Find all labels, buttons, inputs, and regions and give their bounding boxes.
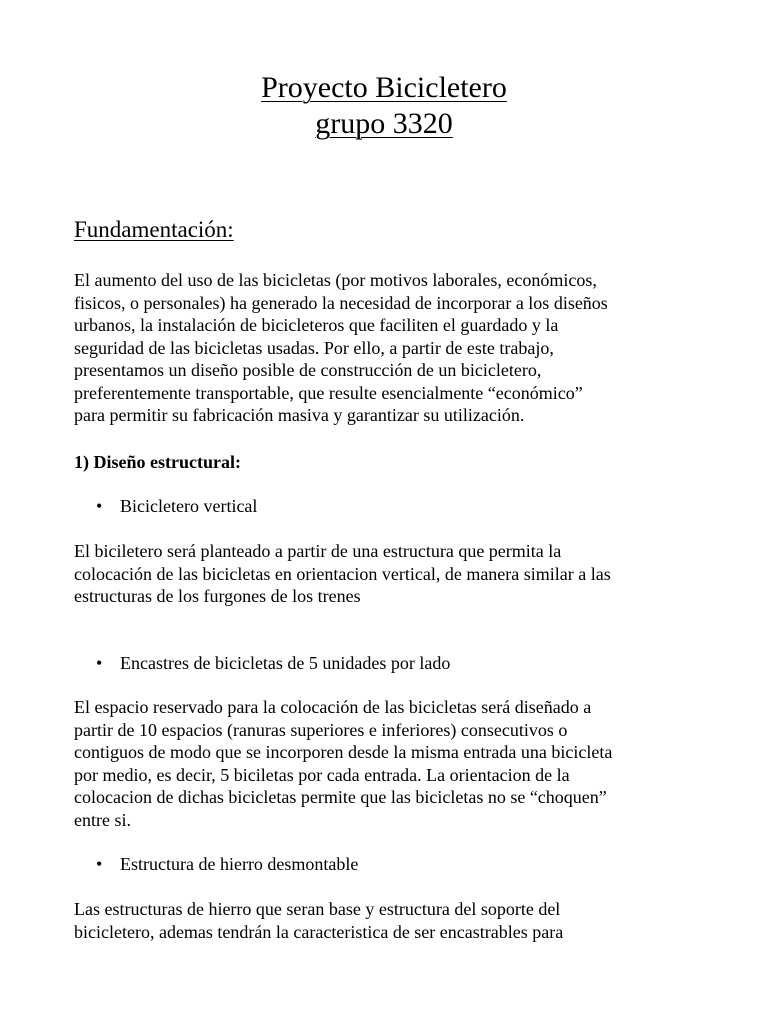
paragraph-line: fisicos, o personales) ha generado la necesidad de incorporar a los diseños [74,292,608,313]
paragraph-line: colocacion de dichas bicicletas permite que las bicicletas no se “choquen” [74,787,607,807]
title-line-1: Proyecto Bicicletero [261,71,507,104]
paragraph-line: entre si. [74,809,131,830]
paragraph-line: colocación de las bicicletas en orientacion vertical, de manera similar a las [74,563,611,584]
bullet-text: Estructura de hierro desmontable [120,854,359,874]
title-line-2: grupo 3320 [315,107,453,140]
fundamentacion-paragraph [74,269,714,427]
paragraph-line: Las estructuras de hierro que seran base y estructura del soporte del [74,899,561,919]
bullet-item-estructura-hierro [96,853,358,875]
paragraph-line: para permitir su fabricación masiva y garantizar su utilización. [74,405,525,425]
diseno-estructural-heading: 1) Diseño estructural: [74,452,241,472]
bullet-text: Encastres de bicicletas de 5 unidades por lado [120,653,451,673]
paragraph-line: preferentemente transportable, que resulte esencialmente “económico” [74,382,583,403]
paragraph-line: seguridad de las bicicletas usadas. Por ello, a partir de este trabajo, [74,337,554,358]
bullet-item-encastres [96,652,450,674]
bullet-icon: • [96,854,103,874]
paragraph-line: contiguos de modo que se incorporen desde la misma entrada una bicicleta [74,742,613,762]
bullet-text: Bicicletero vertical [120,496,258,516]
paragraph-line: presentamos un diseño posible de construcción de un bicicletero, [74,360,542,380]
bicicletero-vertical-paragraph [74,540,714,608]
paragraph-line: El biciletero será planteado a partir de una estructura que permita la [74,541,562,561]
fundamentacion-heading: Fundamentación: [74,217,234,242]
encastres-paragraph [74,696,714,831]
bullet-icon: • [96,496,103,516]
paragraph-line: El espacio reservado para la colocación de las bicicletas será diseñado a [74,697,592,717]
paragraph-line: urbanos, la instalación de bicicleteros que faciliten el guardado y la [74,315,559,335]
paragraph-line: El aumento del uso de las bicicletas (por motivos laborales, económicos, [74,270,597,290]
document-title [0,70,768,142]
bullet-icon: • [96,653,103,673]
bullet-item-bicicletero-vertical [96,495,257,517]
paragraph-line: bicicletero, ademas tendrán la caracteristica de ser encastrables para [74,921,564,942]
estructura-hierro-paragraph [74,898,714,943]
paragraph-line: partir de 10 espacios (ranuras superiores e inferiores) consecutivos o [74,719,568,740]
paragraph-line: por medio, es decir, 5 biciletas por cada entrada. La orientacion de la [74,764,570,785]
paragraph-line: estructuras de los furgones de los trenes [74,586,361,606]
